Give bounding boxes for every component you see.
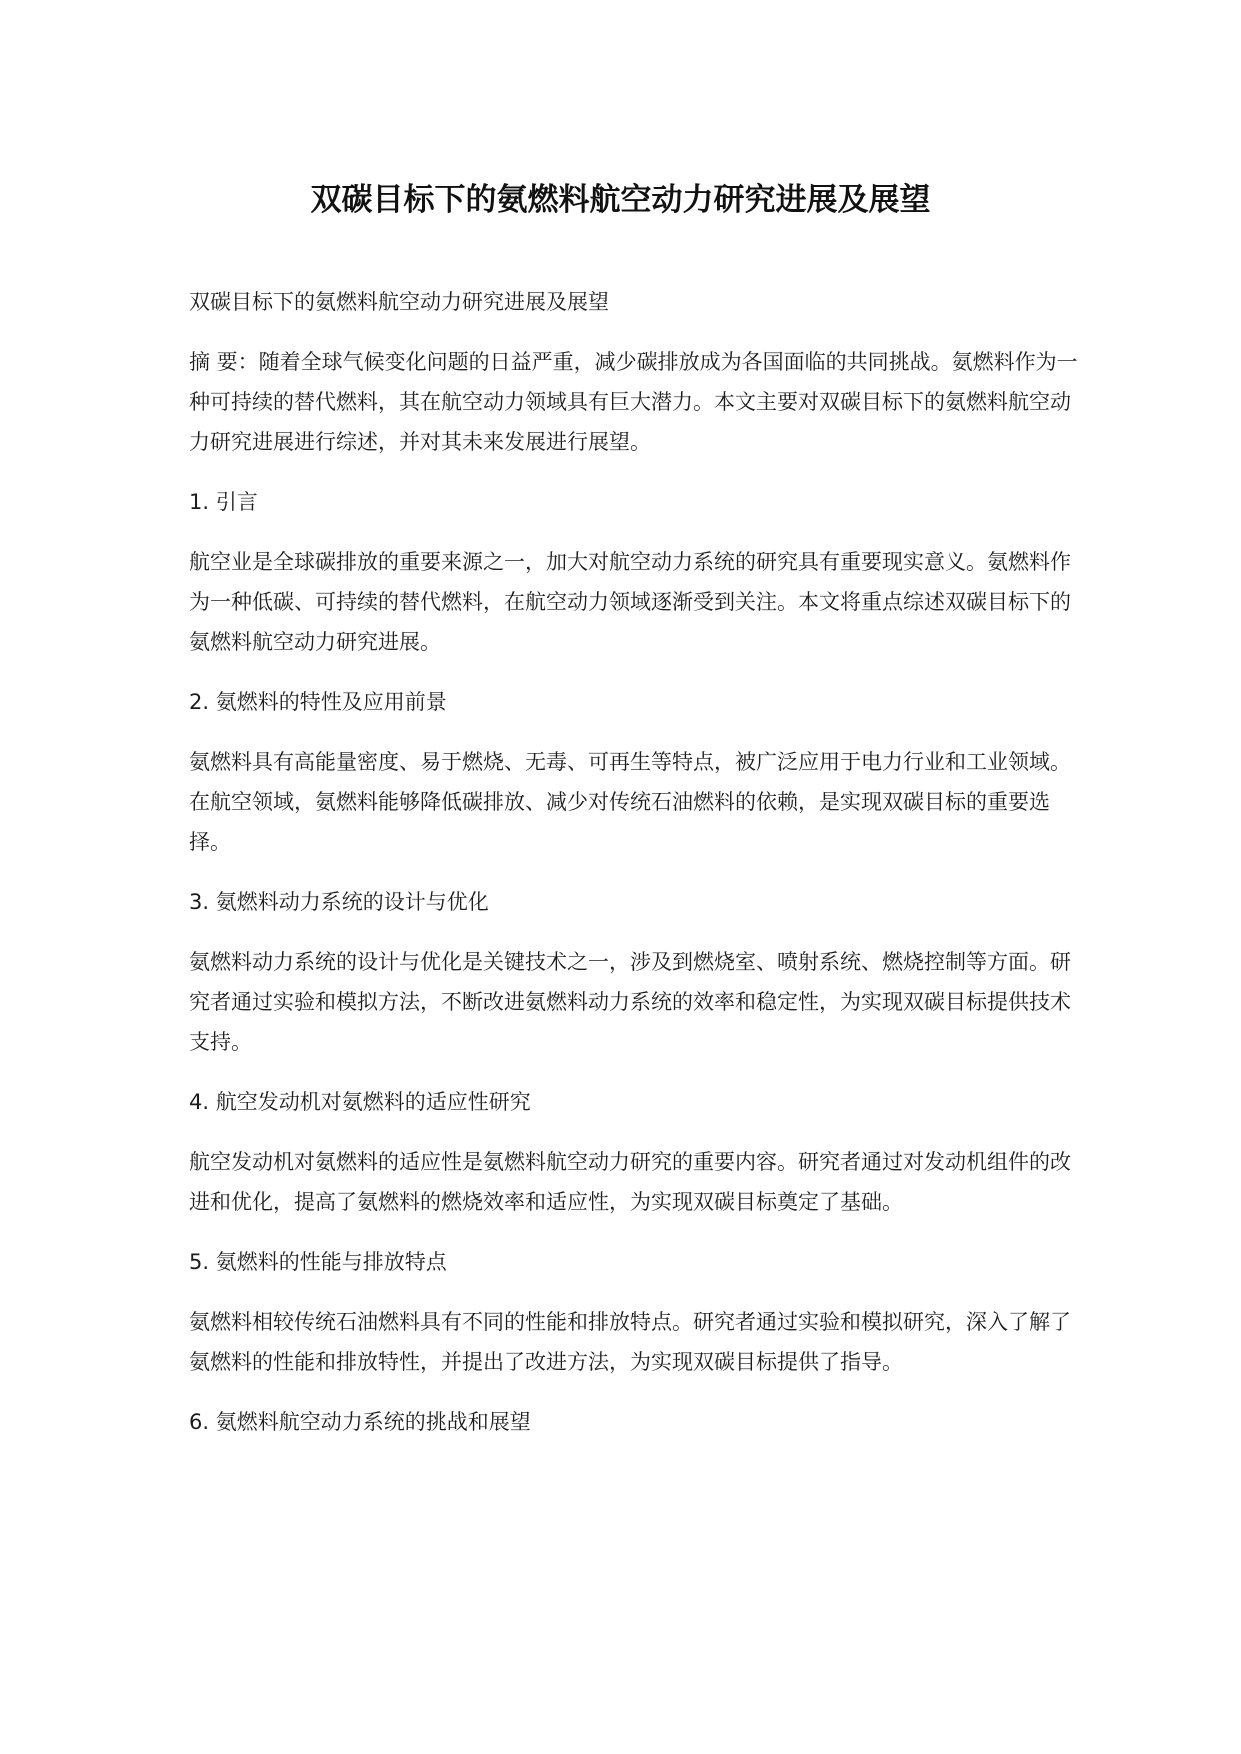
section-heading-1: 1. 引言 — [189, 490, 258, 514]
document-body — [189, 282, 1079, 1442]
section-heading-4: 4. 航空发动机对氨燃料的适应性研究 — [189, 1090, 531, 1114]
document-subtitle: 双碳目标下的氨燃料航空动力研究进展及展望 — [189, 290, 609, 314]
section-heading-2: 2. 氨燃料的特性及应用前景 — [189, 690, 447, 714]
section-text-2: 氨燃料具有高能量密度、易于燃烧、无毒、可再生等特点，被广泛应用于电力行业和工业领域。在航空领域，氨燃料能够降低碳排放、减少对传统石油燃料的依赖，是实现双碳目标的重要选择。 — [189, 750, 1071, 854]
section-text-5: 氨燃料相较传统石油燃料具有不同的性能和排放特点。研究者通过实验和模拟研究，深入了解了氨燃料的性能和排放特性，并提出了改进方法，为实现双碳目标提供了指导。 — [189, 1310, 1071, 1374]
section-heading-5: 5. 氨燃料的性能与排放特点 — [189, 1250, 447, 1274]
section-text-1: 航空业是全球碳排放的重要来源之一，加大对航空动力系统的研究具有重要现实意义。氨燃料作为一种低碳、可持续的替代燃料，在航空动力领域逐渐受到关注。本文将重点综述双碳目标下的氨燃料航空动力研究进展。 — [189, 550, 1071, 654]
section-text-4: 航空发动机对氨燃料的适应性是氨燃料航空动力研究的重要内容。研究者通过对发动机组件的改进和优化，提高了氨燃料的燃烧效率和适应性，为实现双碳目标奠定了基础。 — [189, 1150, 1071, 1214]
section-heading-3: 3. 氨燃料动力系统的设计与优化 — [189, 890, 489, 914]
section-text-3: 氨燃料动力系统的设计与优化是关键技术之一，涉及到燃烧室、喷射系统、燃烧控制等方面。研究者通过实验和模拟方法，不断改进氨燃料动力系统的效率和稳定性，为实现双碳目标提供技术支持。 — [189, 950, 1071, 1054]
section-heading-6: 6. 氨燃料航空动力系统的挑战和展望 — [189, 1410, 531, 1434]
document-title: 双碳目标下的氨燃料航空动力研究进展及展望 — [310, 182, 931, 218]
abstract-paragraph: 摘 要：随着全球气候变化问题的日益严重，减少碳排放成为各国面临的共同挑战。氨燃料作为一种可持续的替代燃料，其在航空动力领域具有巨大潜力。本文主要对双碳目标下的氨燃料航空动力研究进展进行综述，并对其未来发展进行展望。 — [189, 350, 1078, 454]
